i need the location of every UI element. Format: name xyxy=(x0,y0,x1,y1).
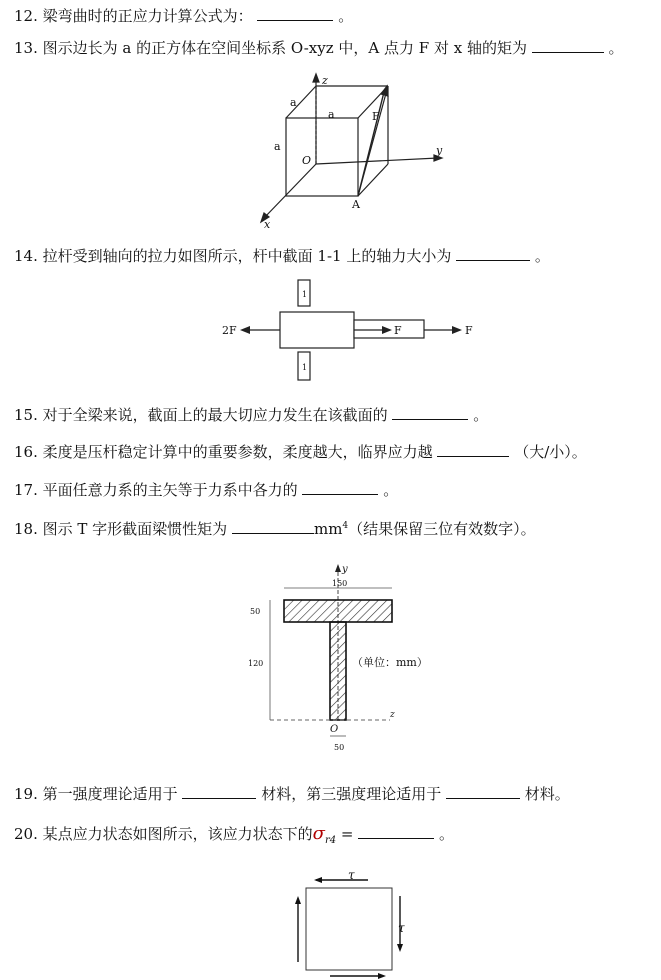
x-label: x xyxy=(264,218,271,231)
tau-right-label: τ xyxy=(398,921,405,935)
sigma-symbol: σ xyxy=(312,823,325,844)
stress-element-figure xyxy=(284,870,414,980)
y-axis-label: y xyxy=(342,564,348,575)
dim-web-height: 120 xyxy=(248,659,264,668)
t-flange xyxy=(284,600,392,622)
answer-blank[interactable] xyxy=(257,6,333,21)
z-label: z xyxy=(322,74,328,87)
y-label: y xyxy=(436,144,443,157)
section-label-bottom: 1 xyxy=(302,363,308,372)
answer-blank[interactable] xyxy=(392,405,468,420)
answer-blank[interactable] xyxy=(456,246,530,261)
stress-element-square xyxy=(306,888,392,970)
question-20: 20. 某点应力状态如图所示，该应力状态下的$\sigma_{r4}$ = 。 xyxy=(14,823,455,846)
edge-a-label: a xyxy=(328,108,335,121)
section-label-top: 1 xyxy=(302,290,308,299)
force-F-label: F xyxy=(394,324,402,337)
question-18: 18. 图示 T 字形截面梁惯性矩为 $mm^4$（结果保留三位有效数字）。 xyxy=(14,520,536,538)
origin-label: O xyxy=(302,154,312,167)
tau-top-label: τ xyxy=(348,868,355,882)
unit-note: （单位：mm） xyxy=(352,656,428,669)
arrow-left xyxy=(295,896,301,904)
dim-flange-thickness: 50 xyxy=(250,607,261,616)
force-2F-label: 2F xyxy=(222,324,237,337)
unit: mm xyxy=(313,520,343,538)
answer-blank-2[interactable] xyxy=(446,784,520,799)
arrow-bottom xyxy=(378,973,386,979)
answer-blank[interactable] xyxy=(437,442,509,457)
arrow-right xyxy=(452,326,462,334)
question-13: 13. 图示边长为 a 的正方体在空间坐标系 O-xyz 中，A 点力 F 对 x 轴的矩为 。 xyxy=(14,39,624,57)
dim-flange-width: 150 xyxy=(332,579,348,588)
t-section-figure xyxy=(240,560,428,760)
answer-blank[interactable] xyxy=(302,480,378,495)
question-15: 15. 对于全梁来说，截面上的最大切应力发生在该截面的 。 xyxy=(14,406,489,424)
dim-web-width: 50 xyxy=(334,743,345,752)
answer-blank[interactable] xyxy=(358,824,434,839)
force-F-label: F xyxy=(465,324,473,337)
force-F-label: F xyxy=(372,110,380,123)
tension-bar-figure xyxy=(222,278,482,388)
arrow-left xyxy=(240,326,250,334)
question-16: 16. 柔度是压杆稳定计算中的重要参数，柔度越大，临界应力越 （大/小）。 xyxy=(14,443,587,461)
edge-a-label: a xyxy=(274,140,281,153)
answer-blank-1[interactable] xyxy=(182,784,256,799)
answer-blank[interactable] xyxy=(232,519,314,534)
answer-blank[interactable] xyxy=(532,38,604,53)
question-14: 14. 拉杆受到轴向的拉力如图所示，杆中截面 1-1 上的轴力大小为 。 xyxy=(14,247,550,265)
point-A-label: A xyxy=(352,198,360,211)
question-number: 12. xyxy=(14,7,38,25)
cube-figure xyxy=(250,72,460,232)
origin-label: O xyxy=(330,724,339,735)
question-17: 17. 平面任意力系的主矢等于力系中各力的 。 xyxy=(14,481,399,499)
arrow-top xyxy=(314,877,322,883)
edge-a-label: a xyxy=(290,96,297,109)
arrow-right xyxy=(397,944,403,952)
question-19: 19. 第一强度理论适用于 材料，第三强度理论适用于 材料。 xyxy=(14,785,570,803)
question-text: 梁弯曲时的正应力计算公式为： xyxy=(42,7,253,25)
z-axis-label: z xyxy=(390,710,395,720)
t-web xyxy=(330,622,346,720)
question-12: 12. 梁弯曲时的正应力计算公式为： 。 xyxy=(14,7,354,25)
bar-thick-segment xyxy=(280,312,354,348)
